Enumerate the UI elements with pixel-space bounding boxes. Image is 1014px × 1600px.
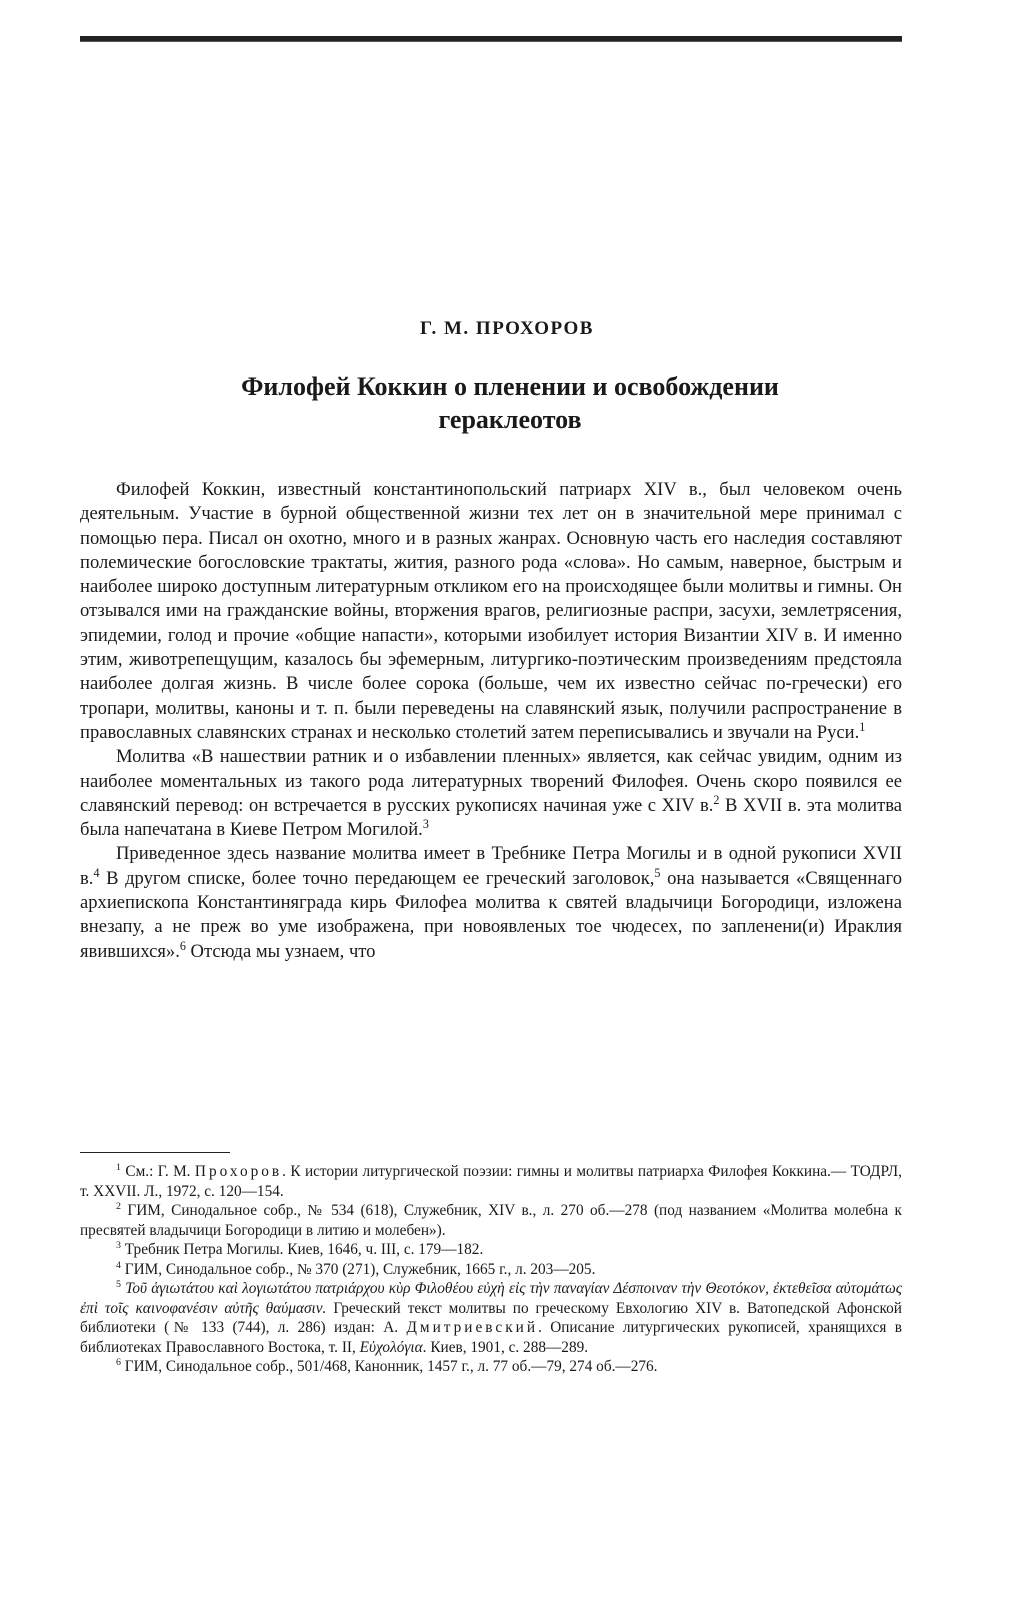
footnote-ref-5: 5	[654, 865, 661, 880]
footnote-separator	[80, 1152, 230, 1153]
footnote-2-text: ГИМ, Синодальное собр., № 534 (618), Служебник, XIV в., л. 270 об.—278 (под названием «Молитва молебна к пресвятей владычици Богородици в литию и молебен»).	[80, 1202, 902, 1239]
footnote-3-number: 3	[116, 1239, 121, 1251]
footnote-ref-1: 1	[859, 719, 866, 734]
footnote-5-text-3: . Киев, 1901, с. 288—289.	[422, 1338, 589, 1356]
paragraph-3-text-c: она называется «Священнаго архиепископа Константиняграда кирь Филофеа молитва к святей владычици Богородици, изложена внезапу, а не преж во уме изображена, при новоявленых тое чюдесех, по запленени(и) Ираклия явившихся».	[80, 867, 902, 962]
footnote-1	[80, 1162, 902, 1201]
paragraph-3-text-d: Отсюда мы узнаем, что	[185, 940, 376, 962]
title-line-1: Филофей Коккин о пленении и освобождении	[241, 372, 779, 401]
footnote-5-text-2: . Описание литургических рукописей, хранящихся в библиотеках Православного Востока, т. II,	[80, 1319, 902, 1356]
top-rule	[80, 36, 902, 42]
footnote-1-text: . К истории литургической поэзии: гимны и молитвы патриарха Филофея Коккина.— ТОДРЛ, т. XXVII. Л., 1972, с. 120—154.	[80, 1163, 902, 1200]
footnote-6-number: 6	[116, 1356, 121, 1368]
article-title	[120, 370, 900, 436]
paragraph-1-text: Филофей Коккин, известный константинопольский патриарх XIV в., был человеком очень деятельным. Участие в бурной общественной жизни тех лет он в значительной мере принимал с помощью пера. Писал он охотно, много и в разных жанрах. Основную часть его наследия составляют полемические богословские трактаты, жития, разного рода «слова». Но самым, наверное, быстрым и наиболее широко доступным литературным откликом его на происходящее были молитвы и гимны. Он отзывался ими на гражданские войны, вторжения врагов, религиозные распри, засухи, землетрясения, эпидемии, голод и прочие «общие напасти», которыми изобилует история Византии XIV в. И именно этим, животрепещущим, казалось бы эфемерным, литургико-поэтическим произведениям предстояла наиболее долгая жизнь. В числе более сорока (больше, чем их известно сейчас по-гречески) его тропари, молитвы, каноны и т. п. были переведены на славянский язык, получили распространение в православных славянских странах и несколько столетий затем переписывались и звучали на Руси.	[80, 479, 902, 743]
footnote-1-prefix: См.: Г. М.	[120, 1163, 195, 1180]
footnote-2	[80, 1201, 902, 1240]
footnote-5	[80, 1279, 902, 1357]
footnote-3-text: Требник Петра Могилы. Киев, 1646, ч. III, с. 179—182.	[120, 1241, 484, 1258]
footnote-1-author: Прохоров	[194, 1163, 283, 1180]
footnote-ref-4: 4	[93, 865, 100, 880]
paragraph-3-text-a: Приведенное здесь название молитва имеет в Требнике Петра Могилы и в одной рукописи XVII в.	[80, 843, 902, 889]
footnote-5-author: Дмитриевский	[406, 1319, 539, 1336]
paragraph-3	[80, 842, 902, 963]
footnote-ref-3: 3	[422, 816, 429, 831]
footnote-2-number: 2	[116, 1200, 121, 1212]
footnote-4-text: ГИМ, Синодальное собр., № 370 (271), Служебник, 1665 г., л. 203—205.	[120, 1260, 596, 1278]
paragraph-2-text-b: В XVII в. эта молитва была напечатана в Киеве Петром Могилой.	[80, 794, 903, 841]
footnote-ref-6: 6	[179, 938, 186, 953]
footnote-4-number: 4	[116, 1259, 121, 1271]
paragraph-1	[80, 478, 902, 745]
footnote-ref-2: 2	[713, 792, 720, 807]
paragraph-2	[80, 745, 902, 842]
footnote-3	[80, 1240, 902, 1260]
footnote-6-text: ГИМ, Синодальное собр., 501/468, Канонник, 1457 г., л. 77 об.—79, 274 об.—276.	[120, 1358, 658, 1375]
footnotes	[80, 1162, 902, 1377]
footnote-1-number: 1	[116, 1161, 121, 1173]
footnote-5-greek: Τοῦ ἁγιωτάτου καὶ λογιωτάτου πατριάρχου κὺρ Φιλοθέου εὐχὴ εἰς τὴν παναγίαν Δέσποιναν τὴν Θεοτόκον, ἐκτεθεῖσα αὐτομάτως ἐπὶ τοῖς καινοφανέσιν αὐτῆς θαύμασιν.	[80, 1280, 902, 1317]
author-name: Г. М. ПРОХОРОВ	[420, 318, 594, 339]
footnote-6	[80, 1357, 902, 1377]
paragraph-3-text-b: В другом списке, более точно передающем ее греческий заголовок,	[99, 867, 655, 889]
footnote-5-text-1: Греческий текст молитвы по греческому Евхологию XIV в. Ватопедской Афонской библиотеки (№ 133 (744), л. 286) издан: А.	[80, 1299, 902, 1336]
title-line-2: гераклеотов	[438, 405, 582, 434]
paragraph-2-text-a: Молитва «В нашествии ратник и о избавлении пленных» является, как сейчас увидим, одним из наиболее моментальных из такого рода литературных творений Филофея. Очень скоро появился ее славянский перевод: он встречается в русских рукописях начиная уже с XIV в.	[80, 746, 902, 816]
footnote-5-number: 5	[116, 1278, 121, 1290]
footnote-5-greek-2: Εὐχολόγια	[359, 1338, 423, 1356]
article-body	[80, 478, 902, 964]
footnote-4	[80, 1260, 902, 1280]
